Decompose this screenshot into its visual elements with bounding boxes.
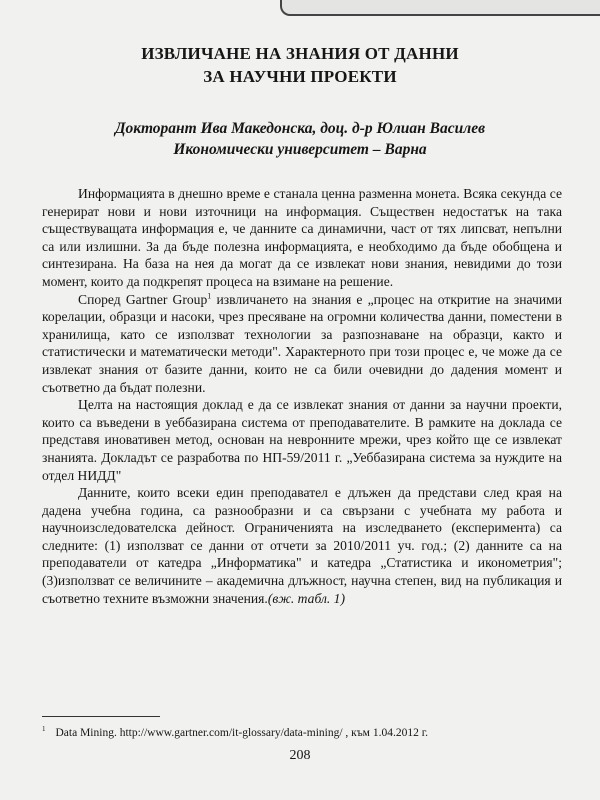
title-line-1: ИЗВЛИЧАНЕ НА ЗНАНИЯ ОТ ДАННИ xyxy=(141,44,459,63)
paragraph-2-rest: извличането на знания е „процес на откритие на значими корелации, образци и насоки, чрез пресяване на огромни количества данни, поместени в хранилища, като се използват технологии за разпознаване на образци, както и статистически и математически методи". Характерното при този процес е, че може да се извлекат знания от базите данни, които не са били очевидни до дадения момент и съответно да бъдат полезни. xyxy=(42,291,562,395)
author-affiliation: Икономически университет – Варна xyxy=(173,141,427,158)
paper-title xyxy=(20,42,580,88)
footnote-marker: 1 xyxy=(42,725,46,733)
paragraph-4 xyxy=(42,484,562,607)
author-block xyxy=(20,118,580,160)
author-names: Докторант Ива Македонска, доц. д-р Юлиан Василев xyxy=(114,120,486,137)
body-text xyxy=(42,185,562,607)
footnote-reference: 1 xyxy=(207,291,212,301)
paragraph-1: Информацията в днешно време е станала ценна разменна монета. Всяка секунда се генерират нови и нови източници на информация. Съществен недостатък на така съществуващата информация е, че данните са динамични, част от тях липсват, непълни са или излишни. За да бъде полезна информацията, е необходимо да бъде обобщена и синтезирана. На база на нея да могат да се извлекат нови знания, невидими до този момент, които да подкрепят процеса на взимане на решение. xyxy=(42,186,562,289)
paragraph-2-start: Според Gartner Group xyxy=(78,291,208,307)
footnote-divider xyxy=(42,716,160,717)
table-reference: (вж. табл. 1) xyxy=(267,590,346,606)
title-line-2: ЗА НАУЧНИ ПРОЕКТИ xyxy=(203,67,397,86)
paragraph-4-text: Данните, които всеки един преподавател е длъжен да представи след края на дадена учебна година, са разнообразни и са свързани с учебната му работа и научноизследователска дейност. Ограниченията на изследването (експеримента) са следните: (1) използват се данни от отчети за 2010/2011 уч. год.; (2) данните са на преподаватели от катедра „Информатика" и катедра „Статистика и иконометрия"; (3)използват се величините – академична длъжност, научна степен, вид на публикация и съответно техните възможни значения. xyxy=(42,485,562,606)
paragraph-2 xyxy=(42,291,562,397)
page-number: 208 xyxy=(289,748,311,763)
paragraph-3: Целта на настоящия доклад е да се извлекат знания от данни за научни проекти, които са въведени в уеббазирана система от преподавателите. В рамките на доклада се представя иновативен метод, основан на невронните мрежи, чрез който ще се извлекат знанията. Докладът се разработва по НП-59/2011 г. „Уеббазирана система за нуждите на отдел НИДД" xyxy=(42,397,562,483)
footnote-text: Data Mining. http://www.gartner.com/it-glossary/data-mining/ , към 1.04.2012 г. xyxy=(55,726,429,739)
footnote xyxy=(42,722,562,740)
